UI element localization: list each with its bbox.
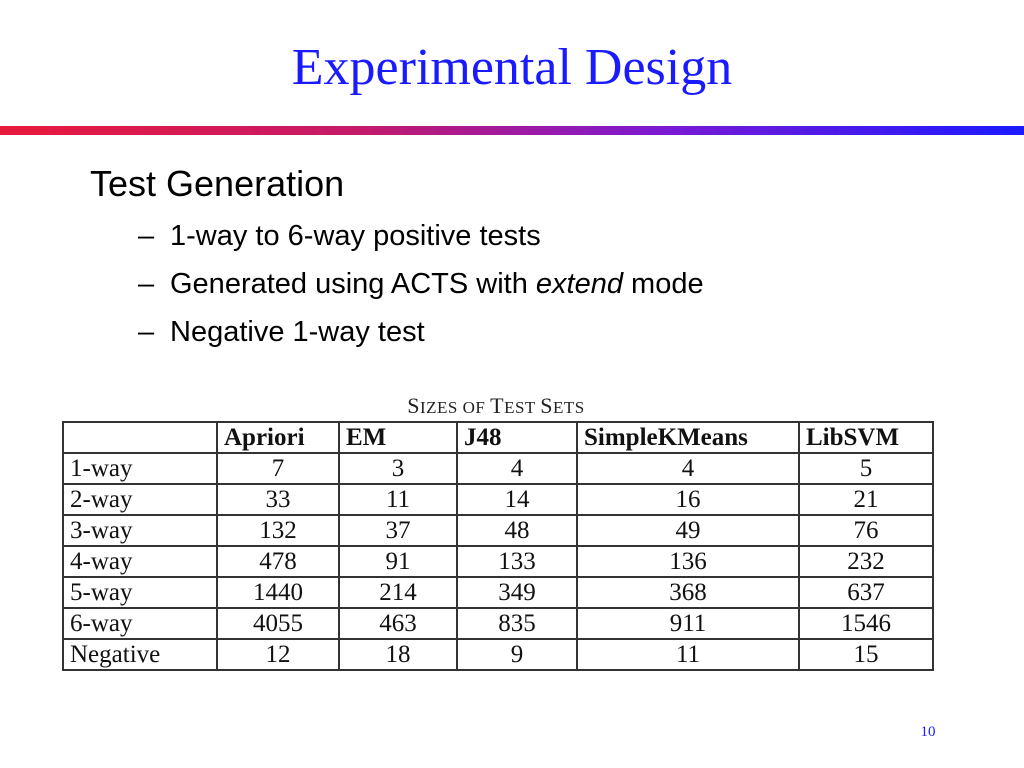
table-cell: 33: [217, 484, 339, 515]
title-divider: [0, 126, 1024, 135]
table-cell: 463: [339, 608, 457, 639]
table-cell: 76: [799, 515, 933, 546]
row-label: 5-way: [63, 577, 217, 608]
page-number: 10: [920, 724, 936, 740]
dash-glyph: –: [138, 316, 155, 348]
dash-glyph: –: [138, 268, 155, 300]
table-cell: 132: [217, 515, 339, 546]
table-row: [63, 639, 933, 670]
table-cell: 368: [577, 577, 799, 608]
sub-bullet-text: mode: [623, 268, 704, 300]
table-cell: 4055: [217, 608, 339, 639]
table-row: [63, 608, 933, 639]
table-cell: 16: [577, 484, 799, 515]
table-cell: 478: [217, 546, 339, 577]
table-header-row: [63, 422, 933, 453]
row-label: 4-way: [63, 546, 217, 577]
table-cell: 4: [577, 453, 799, 484]
sub-bullet-list: [90, 212, 970, 356]
table-cell: 11: [339, 484, 457, 515]
table-cell: 18: [339, 639, 457, 670]
bullet-main: Test Generation: [90, 163, 345, 204]
row-label: 1-way: [63, 453, 217, 484]
table-cell: 1546: [799, 608, 933, 639]
table-body: [63, 453, 933, 670]
table-cell: 136: [577, 546, 799, 577]
row-label: 3-way: [63, 515, 217, 546]
table-cell: 214: [339, 577, 457, 608]
table-cell: 232: [799, 546, 933, 577]
table-cell: 15: [799, 639, 933, 670]
caption-part: IZES OF: [420, 398, 491, 417]
table-cell: 21: [799, 484, 933, 515]
table-cell: 133: [457, 546, 577, 577]
table-cell: 49: [577, 515, 799, 546]
table-cell: 4: [457, 453, 577, 484]
sub-bullet-1: [138, 212, 970, 260]
table-cell: 637: [799, 577, 933, 608]
table-cell: 835: [457, 608, 577, 639]
table-cell: 48: [457, 515, 577, 546]
bullet-list: [90, 162, 970, 356]
caption-part: ETS: [553, 398, 585, 417]
row-label: Negative: [63, 639, 217, 670]
column-header: Apriori: [217, 422, 339, 453]
table-cell: 5: [799, 453, 933, 484]
column-header: LibSVM: [799, 422, 933, 453]
table-cell: 911: [577, 608, 799, 639]
caption-part: EST: [504, 398, 541, 417]
table-row: [63, 546, 933, 577]
row-label: 6-way: [63, 608, 217, 639]
table-caption: [0, 393, 992, 419]
table-row: [63, 484, 933, 515]
sub-bullet-text: Negative 1-way test: [170, 316, 425, 348]
column-header: J48: [457, 422, 577, 453]
table-cell: 1440: [217, 577, 339, 608]
table-row: [63, 515, 933, 546]
slide-title: Experimental Design: [291, 39, 733, 96]
test-set-sizes-table: [62, 421, 934, 671]
sub-bullet-emphasis: extend: [535, 268, 623, 300]
column-header: [63, 422, 217, 453]
sub-bullet-3: [138, 308, 970, 356]
table-cell: 14: [457, 484, 577, 515]
row-label: 2-way: [63, 484, 217, 515]
caption-part: S: [540, 393, 553, 418]
table-cell: 12: [217, 639, 339, 670]
sub-bullet-text: Generated using ACTS with: [170, 268, 536, 300]
column-header: SimpleKMeans: [577, 422, 799, 453]
table-cell: 11: [577, 639, 799, 670]
table-cell: 349: [457, 577, 577, 608]
dash-glyph: –: [138, 220, 155, 252]
table-cell: 9: [457, 639, 577, 670]
sub-bullet-text: 1-way to 6-way positive tests: [170, 220, 541, 252]
table-row: [63, 453, 933, 484]
sub-bullet-2: [138, 260, 970, 308]
table-cell: 91: [339, 546, 457, 577]
table-cell: 3: [339, 453, 457, 484]
table-row: [63, 577, 933, 608]
caption-part: S: [407, 393, 420, 418]
caption-part: T: [490, 393, 505, 418]
table-cell: 7: [217, 453, 339, 484]
column-header: EM: [339, 422, 457, 453]
table-cell: 37: [339, 515, 457, 546]
